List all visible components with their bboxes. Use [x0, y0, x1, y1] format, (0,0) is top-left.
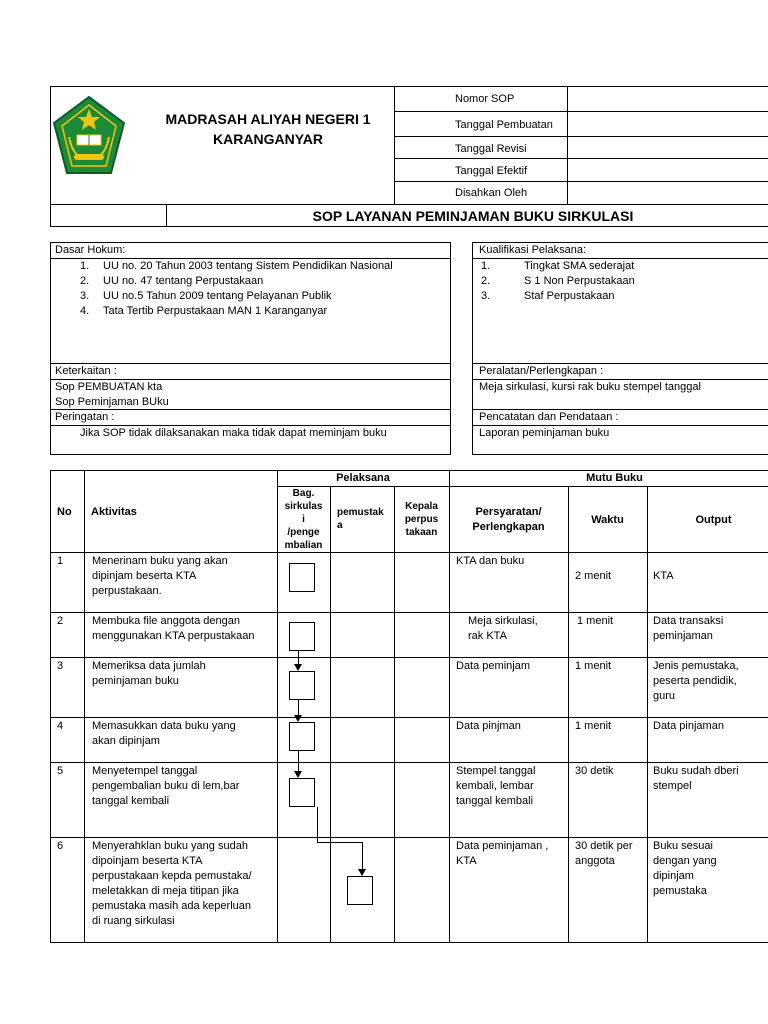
col-header-persyaratan-1: Persyaratan/: [475, 506, 542, 518]
pencatatan-value: Laporan peminjaman buku: [479, 427, 610, 439]
row-time: 1 menit: [575, 720, 612, 732]
row-activity-line: dipinjam beserta KTA: [92, 570, 197, 582]
row-output: KTA: [653, 570, 674, 582]
row-output: peminjaman: [653, 630, 713, 642]
keterkaitan-item-2: Sop Peminjaman BUku: [55, 396, 169, 408]
col-header-kepala-1: Kepala: [405, 501, 438, 512]
row-output: Buku sesuai: [653, 840, 713, 852]
row-activity-line: Memeriksa data jumlah: [92, 660, 206, 672]
dasar-hukum-num-2: 2.: [80, 275, 90, 287]
keterkaitan-item-1: Sop PEMBUATAN kta: [55, 381, 163, 393]
row-activity-line: di ruang sirkulasi: [92, 915, 175, 927]
row-activity-line: Menerinam buku yang akan: [92, 555, 228, 567]
institution-name-line1: MADRASAH ALIYAH NEGERI 1: [165, 111, 371, 127]
row-time: 1 menit: [577, 615, 614, 627]
col-header-bag-sirkulasi-4: /penge: [287, 527, 320, 538]
col-header-waktu: Waktu: [591, 514, 624, 526]
dasar-hukum-item-3: UU no.5 Tahun 2009 tentang Pelayanan Publik: [103, 290, 332, 302]
row-output: Data transaksi: [653, 615, 724, 627]
row-requirement: Data peminjaman ,: [456, 840, 549, 852]
peralatan-value: Meja sirkulasi, kursi rak buku stempel tanggal: [479, 381, 701, 393]
field-label-tanggal-revisi: Tanggal Revisi: [455, 143, 527, 155]
row-activity-line: dipoinjam beserta KTA: [92, 855, 203, 867]
row-output: pemustaka: [653, 885, 707, 897]
kualifikasi-item-1: Tingkat SMA sederajat: [524, 260, 635, 272]
flow-process-box-4: [289, 722, 315, 751]
kualifikasi-item-2: S 1 Non Perpustakaan: [524, 275, 635, 287]
row-activity-line: tanggal kembali: [92, 795, 170, 807]
row-time: 1 menit: [575, 660, 612, 672]
row-requirement: KTA: [456, 855, 477, 867]
row-requirement: Data pinjman: [456, 720, 521, 732]
row-activity-line: perpustakaan kepda pemustaka/: [92, 870, 252, 882]
flow-process-box-3: [289, 671, 315, 700]
flow-arrow-icon: [358, 869, 366, 876]
flow-connector: [298, 751, 299, 771]
col-header-bag-sirkulasi-1: Bag.: [292, 488, 315, 499]
kualifikasi-num-3: 3.: [481, 290, 491, 302]
row-time: 30 detik per: [575, 840, 633, 852]
pencatatan-label: Pencatatan dan Pendataan :: [479, 411, 619, 423]
peringatan-value: Jika SOP tidak dilaksanakan maka tidak dapat meminjam buku: [80, 427, 387, 439]
row-activity-line: Menyetempel tanggal: [92, 765, 198, 777]
row-activity-line: pengembalian buku di lem,bar: [92, 780, 240, 792]
col-group-mutu-buku: Mutu Buku: [586, 472, 643, 484]
row-activity-line: Menyerahklan buku yang sudah: [92, 840, 248, 852]
flow-arrow-icon: [294, 771, 302, 778]
dasar-hukum-item-2: UU no. 47 tentang Perpustakaan: [103, 275, 264, 287]
field-label-tanggal-pembuatan: Tanggal Pembuatan: [455, 119, 553, 131]
col-header-bag-sirkulasi-3: i: [302, 514, 305, 525]
row-output: Jenis pemustaka,: [653, 660, 739, 672]
peringatan-label: Peringatan :: [55, 411, 115, 423]
col-header-pemustaka-2: a: [337, 520, 343, 531]
row-activity-line: perpustakaan.: [92, 585, 162, 597]
col-header-bag-sirkulasi-2: sirkulas: [284, 501, 323, 512]
kualifikasi-item-3: Staf Perpustakaan: [524, 290, 615, 302]
flow-connector: [298, 651, 299, 664]
keterkaitan-label: Keterkaitan :: [55, 365, 117, 377]
col-header-persyaratan-2: Perlengkapan: [472, 521, 545, 533]
row-output: dipinjam: [653, 870, 694, 882]
row-requirement: KTA dan buku: [456, 555, 525, 567]
row-activity-line: pemustaka masih ada keperluan: [92, 900, 251, 912]
row-time: anggota: [575, 855, 615, 867]
row-number: 2: [57, 615, 64, 627]
flow-connector: [362, 842, 363, 869]
dasar-hukum-num-1: 1.: [80, 260, 90, 272]
col-header-bag-sirkulasi-5: mbalian: [284, 540, 323, 551]
peralatan-label: Peralatan/Perlengkapan :: [479, 365, 604, 377]
row-output: Data pinjaman: [653, 720, 724, 732]
col-header-no: No: [57, 506, 72, 518]
row-number: 3: [57, 660, 64, 672]
field-label-tanggal-efektif: Tanggal Efektif: [455, 165, 528, 177]
kualifikasi-label: Kualifikasi Pelaksana:: [479, 244, 587, 256]
flow-process-box-1: [289, 563, 315, 592]
kualifikasi-num-2: 2.: [481, 275, 491, 287]
flow-connector: [317, 807, 318, 842]
row-output: dengan yang: [653, 855, 717, 867]
col-header-pemustaka-1: pemustak: [337, 507, 384, 518]
row-requirement: rak KTA: [468, 630, 507, 642]
flow-process-box-5: [289, 778, 315, 807]
row-requirement: Stempel tanggal: [456, 765, 536, 777]
row-activity-line: Membuka file anggota dengan: [92, 615, 240, 627]
dasar-hukum-item-4: Tata Tertib Perpustakaan MAN 1 Karanganyar: [103, 305, 328, 317]
row-output: guru: [653, 690, 676, 702]
row-number: 1: [57, 555, 64, 567]
flow-arrow-icon: [294, 664, 302, 671]
row-activity-line: meletakkan di meja titipan jika: [92, 885, 239, 897]
col-header-kepala-2: perpus: [404, 514, 439, 525]
row-activity-line: peminjaman buku: [92, 675, 179, 687]
row-activity-line: menggunakan KTA perpustakaan: [92, 630, 255, 642]
row-requirement: tanggal kembali: [456, 795, 534, 807]
row-number: 5: [57, 765, 64, 777]
flow-process-box-2: [289, 622, 315, 651]
kualifikasi-num-1: 1.: [481, 260, 491, 272]
col-header-output: Output: [695, 514, 732, 526]
flow-process-box-6: [347, 876, 373, 905]
row-output: Buku sudah dberi: [653, 765, 739, 777]
flow-connector: [298, 700, 299, 715]
dasar-hukum-item-1: UU no. 20 Tahun 2003 tentang Sistem Pendidikan Nasional: [103, 260, 393, 272]
col-header-aktivitas: Aktivitas: [91, 506, 137, 518]
row-requirement: Data peminjam: [456, 660, 530, 672]
flow-connector: [317, 842, 363, 843]
sop-title: SOP LAYANAN PEMINJAMAN BUKU SIRKULASI: [312, 208, 634, 224]
row-activity-line: Memasukkan data buku yang: [92, 720, 236, 732]
flow-arrow-icon: [294, 715, 302, 722]
field-label-nomor-sop: Nomor SOP: [455, 93, 515, 105]
field-label-disahkan-oleh: Disahkan Oleh: [455, 187, 528, 199]
row-output: stempel: [653, 780, 692, 792]
row-time: 2 menit: [575, 570, 612, 582]
row-activity-line: akan dipinjam: [92, 735, 160, 747]
col-header-kepala-3: takaan: [405, 527, 438, 538]
dasar-hukum-num-3: 3.: [80, 290, 90, 302]
dasar-hukum-label: Dasar Hokum:: [55, 244, 126, 256]
row-time: 30 detik: [575, 765, 614, 777]
row-requirement: kembali, lembar: [456, 780, 534, 792]
col-group-pelaksana: Pelaksana: [336, 472, 390, 484]
dasar-hukum-num-4: 4.: [80, 305, 90, 317]
row-number: 4: [57, 720, 64, 732]
ministry-logo: [52, 95, 126, 177]
institution-name-line2: KARANGANYAR: [213, 131, 323, 147]
row-requirement: Meja sirkulasi,: [468, 615, 538, 627]
row-number: 6: [57, 840, 64, 852]
row-output: peserta pendidik,: [653, 675, 737, 687]
